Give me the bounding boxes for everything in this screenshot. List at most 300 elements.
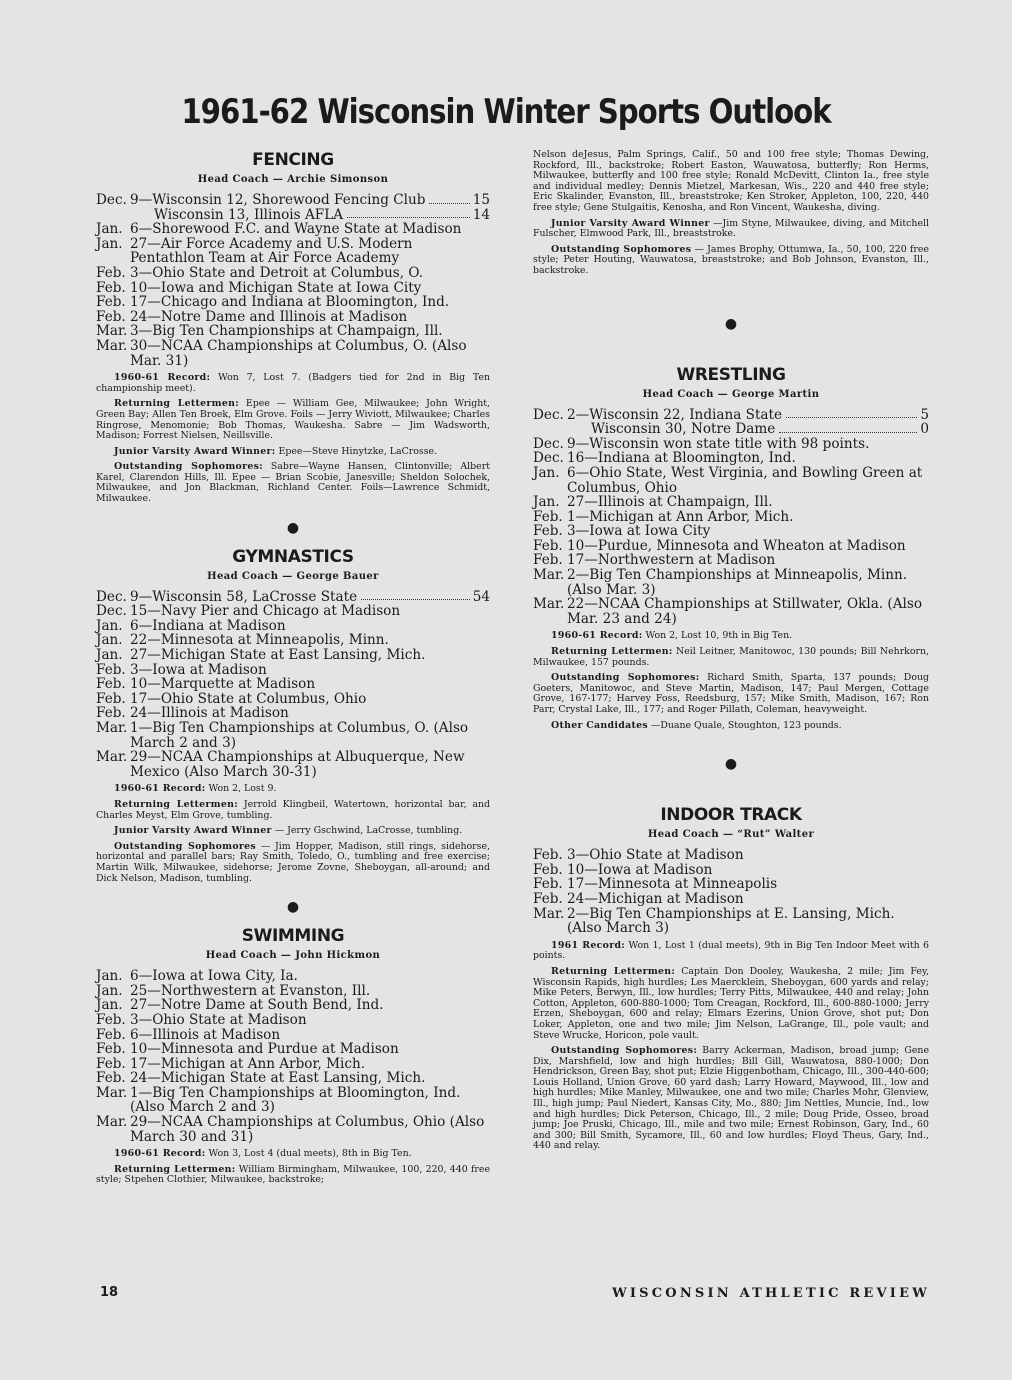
opponent-score: 5 (920, 406, 929, 423)
indoor-track-section (533, 805, 929, 1152)
event-text: 3—Iowa at Madison (130, 661, 267, 678)
schedule-month: Feb. (96, 1041, 126, 1058)
head-coach: Head Coach — John Hickmon (205, 950, 381, 962)
schedule-row (96, 310, 490, 325)
note-paragraph (96, 447, 490, 458)
schedule-month: Dec. (96, 588, 127, 605)
note-label: Other Candidates (551, 719, 648, 731)
schedule-month: Dec. (96, 603, 127, 620)
schedule-month: Feb. (96, 676, 126, 693)
event-text: 10—Marquette at Madison (130, 676, 316, 693)
note-paragraph (533, 647, 929, 668)
schedule (96, 590, 490, 780)
note-label: Outstanding Sophomores (114, 840, 257, 852)
note-label: Returning Lettermen: (114, 398, 240, 410)
schedule-month: Feb. (96, 264, 126, 281)
event-text: 15—Navy Pier and Chicago at Madison (130, 603, 401, 620)
schedule-row (533, 408, 929, 423)
event-text: 25—Northwestern at Evanston, Ill. (130, 982, 371, 999)
note-text: — James Brophy, Ottumwa, Ia., 50, 100, 220 free style; Peter Houting, Wauwatosa, breaststroke; and Bob Johnson, Evanston, Ill., backstroke. (533, 243, 929, 276)
note-paragraph (96, 826, 490, 837)
note-label: Returning Lettermen: (551, 965, 676, 977)
schedule-month: Jan. (96, 235, 123, 252)
schedule-event (130, 281, 490, 296)
note-paragraph (96, 462, 490, 504)
note-text: Won 2, Lost 9. (208, 783, 277, 795)
schedule-event (130, 969, 490, 984)
opponent-score: 54 (472, 588, 490, 605)
note-paragraph (533, 941, 929, 962)
schedule-month: Mar. (96, 1084, 128, 1101)
schedule-row (96, 604, 490, 619)
event-text: 3—Big Ten Championships at Champaign, Ill. (130, 323, 443, 340)
schedule-event (567, 907, 929, 936)
schedule-month: Mar. (533, 905, 565, 922)
event-text: 24—Notre Dame and Illinois at Madison (130, 308, 408, 325)
schedule-event (567, 597, 929, 626)
opponent-score: 15 (472, 192, 490, 208)
schedule-month: Jan. (96, 968, 123, 985)
schedule-row (96, 295, 490, 310)
schedule-event (567, 524, 929, 539)
schedule-event (130, 721, 490, 750)
note-label: Outstanding Sophomores: (551, 1045, 698, 1057)
schedule-month: Jan. (96, 632, 123, 649)
schedule-row (533, 877, 929, 892)
event-text: 6—Ohio State, West Virginia, and Bowling Green at Columbus, Ohio (567, 464, 923, 496)
schedule-row (96, 1057, 490, 1072)
event-text: 1—Big Ten Championships at Columbus, O. (Also March 2 and 3) (130, 720, 469, 751)
event-text: 27—Illinois at Champaign, Ill. (567, 494, 773, 511)
schedule-month: Feb. (533, 890, 563, 907)
result-line (567, 408, 929, 423)
schedule-row (96, 266, 490, 281)
schedule-month: Mar. (96, 749, 128, 766)
schedule-row (96, 750, 490, 779)
section-notes (96, 1149, 490, 1186)
schedule-month: Feb. (533, 847, 563, 864)
note-label: 1960-61 Record: (114, 1148, 206, 1160)
result-text: 2—Wisconsin 22, Indiana State (567, 406, 783, 423)
schedule-month: Feb. (533, 552, 563, 569)
head-coach: Head Coach — George Martin (642, 388, 820, 400)
event-text: 17—Northwestern at Madison (567, 552, 776, 569)
event-text: 1—Michigan at Ann Arbor, Mich. (567, 508, 794, 525)
event-text: 3—Iowa at Iowa City (567, 523, 711, 540)
note-paragraph (533, 721, 929, 732)
note-text: —Duane Quale, Stoughton, 123 pounds. (650, 719, 842, 731)
schedule-month: Dec. (533, 450, 564, 467)
schedule-month: Feb. (96, 1070, 126, 1087)
schedule-month: Jan. (96, 617, 123, 634)
schedule-row (96, 1086, 490, 1115)
schedule-month: Feb. (96, 1011, 126, 1028)
event-text: 10—Iowa and Michigan State at Iowa City (130, 279, 422, 296)
head-coach: Head Coach — George Bauer (207, 570, 379, 582)
wrestling-section (533, 365, 929, 732)
event-text: 24—Michigan State at East Lansing, Mich. (130, 1070, 426, 1087)
schedule-event (567, 848, 929, 863)
note-label: Outstanding Sophomores (551, 243, 692, 255)
schedule-event (130, 1042, 490, 1057)
note-paragraph (96, 399, 490, 441)
schedule-event (130, 266, 490, 281)
note-paragraph (96, 1149, 490, 1160)
schedule-month: Feb. (96, 705, 126, 722)
schedule-row (96, 1115, 490, 1144)
schedule-event (130, 706, 490, 721)
schedule-month: Feb. (533, 876, 563, 893)
schedule-row (96, 324, 490, 339)
schedule-month: Jan. (533, 464, 560, 481)
result-text: Wisconsin 30, Notre Dame (591, 421, 776, 438)
note-label: Returning Lettermen: (114, 798, 239, 810)
page-number: 18 (100, 1285, 119, 1300)
event-text: 22—Minnesota at Minneapolis, Minn. (130, 632, 389, 649)
section-notes (96, 784, 490, 884)
event-text: 9—Wisconsin won state title with 98 points. (567, 435, 870, 452)
note-paragraph (96, 784, 490, 795)
schedule-row (96, 1028, 490, 1043)
page-title: 1961-62 Wisconsin Winter Sports Outlook (181, 92, 831, 132)
schedule-row (96, 1013, 490, 1028)
event-text: 29—NCAA Championships at Columbus, Ohio (Also March 30 and 31) (130, 1114, 485, 1145)
event-text: 6—Indiana at Madison (130, 617, 286, 634)
schedule-row (96, 222, 490, 237)
schedule-month: Jan. (96, 221, 123, 238)
note-label: 1960-61 Record: (114, 372, 211, 384)
event-text: 6—Iowa at Iowa City, Ia. (130, 968, 298, 985)
schedule-event (130, 604, 490, 619)
left-column (96, 150, 490, 1186)
event-text: 22—NCAA Championships at Stillwater, Okla. (Also Mar. 23 and 24) (567, 596, 923, 627)
schedule-event (130, 984, 490, 999)
schedule-row (96, 998, 490, 1013)
opponent-score: 14 (472, 206, 490, 223)
gymnastics-section (96, 547, 490, 884)
schedule-event (130, 648, 490, 663)
swimming-continued (533, 150, 929, 277)
event-text: 6—Illinois at Madison (130, 1026, 281, 1043)
schedule-month: Feb. (533, 508, 563, 525)
result-line (591, 422, 929, 437)
note-label: Returning Lettermen: (114, 1163, 236, 1175)
result-line (130, 193, 490, 208)
schedule-event (130, 295, 490, 310)
publication-name: WISCONSIN ATHLETIC REVIEW (612, 1286, 930, 1301)
schedule-row (96, 1042, 490, 1057)
schedule-row (533, 568, 929, 597)
note-label: Junior Varsity Award Winner (114, 825, 272, 837)
event-text: 27—Notre Dame at South Bend, Ind. (130, 997, 384, 1014)
schedule-event (567, 437, 929, 452)
schedule-month: Dec. (533, 435, 564, 452)
schedule-month: Mar. (96, 337, 128, 354)
schedule-event (567, 863, 929, 878)
note-label: 1960-61 Record: (551, 630, 643, 642)
event-text: 17—Michigan at Ann Arbor, Mich. (130, 1055, 366, 1072)
swimming-lettermen-continued: Nelson deJesus, Palm Springs, Calif., 50 and 100 free style; Thomas Dewing, Rockford, Ill., backstroke; Robert Easton, Wauwatosa, butterfly; Ron Herms, Milwaukee, butterfly and 100 free style; Ronald McDevitt, Clinton Ia., free style and individual medley; Dennis Mietzel, Markesan, Wis., 220 and 440 free style; Eric Skalinder, Evanston, Ill., breaststroke; Ken Stroker, Appleton, 100, 220, 440 free style; Gene Stulgaitis, Kenosha, and Ron Vincent, Waukesha, diving. (533, 149, 929, 213)
note-text: Richard Smith, Sparta, 137 pounds; Doug Goeters, Manitowoc, and Steve Martin, Madison, 147; Paul Mergen, Cottage Grove, 167-177; Harvey Foss, Reedsburg, 157; Mike Smith, Madison, 167; Ron Parr, Crystal Lake, Ill., 177; and Roger Pillath, Coleman, heavyweight. (533, 672, 929, 715)
schedule-event (130, 750, 490, 779)
schedule-event (130, 998, 490, 1013)
note-label: 1961 Record: (551, 939, 626, 951)
note-text: Won 3, Lost 4 (dual meets), 8th in Big Ten. (208, 1148, 412, 1160)
leader-dots (786, 408, 917, 419)
event-text: 30—NCAA Championships at Columbus, O. (Also Mar. 31) (130, 337, 467, 369)
leader-dots (347, 208, 470, 219)
note-text: Epee — William Gee, Milwaukee; John Wright, Green Bay; Allen Ten Broek, Elm Grove. Foils — Jerry Wiviott, Milwaukee; Charles Ringrose, Menomonie; Bob Thomas, Waukesha. Sabre — Jim Wadsworth, Madison; Forrest Nielsen, Neillsville. (96, 398, 490, 442)
section-notes (533, 941, 929, 1152)
note-label: 1960-61 Record: (114, 783, 206, 795)
note-paragraph (533, 245, 929, 277)
note-text: Neil Leitner, Manitowoc, 130 pounds; Bill Nehrkorn, Milwaukee, 157 pounds. (533, 646, 930, 668)
note-text: Jerrold Klingbeil, Watertown, horizontal bar, and Charles Meyst, Elm Grove, tumbling. (96, 798, 491, 821)
schedule-month: Feb. (96, 661, 126, 678)
schedule-month: Jan. (533, 494, 560, 511)
schedule-event (567, 510, 929, 525)
schedule-row (533, 539, 929, 554)
event-text: 10—Purdue, Minnesota and Wheaton at Madison (567, 537, 906, 554)
schedule-event (130, 692, 490, 707)
schedule-month: Feb. (533, 537, 563, 554)
result-text: Wisconsin 13, Illinois AFLA (154, 206, 344, 223)
schedule (533, 848, 929, 936)
note-text: Captain Don Dooley, Waukesha, 2 mile; Jim Fey, Wisconsin Rapids, high hurdles; Les Maercklein, Sheboygan, 600 yards and relay; Mike Peters, Berwyn, Ill., low hurdles; Terry Pitts, Milwaukee, 440 and relay; John Cotton, Appleton, 600-880-1000; Tom Creagan, Rockford, Ill., 600-880-1000; Jerry Erzen, Sheboygan, 600 and relay; Elmars Ezerins, Union Grove, shot put; Don Loker, Appleton, one and two mile; Jim Nelson, LaGrange, Ill., pole vault; and Steve Wrucke, Horicon, pole vault. (533, 965, 929, 1041)
event-text: 17—Ohio State at Columbus, Ohio (130, 690, 367, 707)
schedule-month: Jan. (96, 647, 123, 664)
result-line (154, 208, 490, 223)
schedule-event (130, 310, 490, 325)
schedule (533, 408, 929, 627)
event-text: 27—Michigan State at East Lansing, Mich. (130, 647, 426, 664)
result-text: 9—Wisconsin 58, LaCrosse State (130, 588, 358, 605)
note-paragraph (533, 219, 929, 240)
note-paragraph (96, 842, 490, 884)
note-text: Won 2, Lost 10, 9th in Big Ten. (645, 630, 793, 642)
note-text: Won 1, Lost 1 (dual meets), 9th in Big Ten Indoor Meet with 6 points. (533, 939, 929, 962)
schedule-event (567, 408, 929, 423)
schedule-event (130, 633, 490, 648)
schedule-month: Mar. (96, 1114, 128, 1131)
section-notes (96, 373, 490, 505)
note-paragraph (533, 1046, 929, 1152)
section-divider-bullet: ● (724, 756, 738, 773)
schedule-month: Jan. (96, 982, 123, 999)
schedule-month: Feb. (533, 861, 563, 878)
note-label: Junior Varsity Award Winner: (114, 445, 276, 457)
result-line (130, 590, 490, 605)
schedule-event (567, 877, 929, 892)
event-text: 3—Ohio State and Detroit at Columbus, O. (130, 264, 424, 281)
note-label: Outstanding Sophomores: (114, 461, 263, 473)
schedule-row (533, 510, 929, 525)
section-divider-bullet: ● (724, 315, 738, 332)
schedule-row (533, 907, 929, 936)
note-paragraph (533, 967, 929, 1041)
event-text: 2—Big Ten Championships at Minneapolis, Minn. (Also Mar. 3) (567, 567, 908, 598)
fencing-section (96, 150, 490, 505)
schedule-row (533, 892, 929, 907)
note-text: William Birmingham, Milwaukee, 100, 220, 440 free style; Stpehen Clothier, Milwaukee, backstroke; (96, 1163, 491, 1186)
event-text: 1—Big Ten Championships at Bloomington, Ind. (Also March 2 and 3) (130, 1084, 461, 1116)
schedule-event (130, 1115, 490, 1144)
event-text: 2—Big Ten Championships at E. Lansing, Mich. (Also March 3) (567, 905, 895, 937)
note-text: Barry Ackerman, Madison, broad jump; Gene Dix, Marshfield, low and high hurdles; Bill Gill, Wauwatosa, 880-1000; Don Hendrickson, Green Bay, shot put; Elzie Higgenbotham, Chicago, Ill., 300-440-600; Louis Holland, Union Grove, 60 yard dash; Larry Howard, Maywood, Ill., low and high hurdles; Mike Manley, Milwaukee, one and two mile; Charles Mohr, Glenview, Ill., high jump; Paul Niedert, Kansas City, Mo., 880; Jim Nettles, Muncie, Ind., low and high hurdles; Dick Peterson, Chicago, Ill., 2 mile; Doug Pride, Osseo, broad jump; Joe Pruski, Chicago, Ill., mile and two mile; Ernest Robinson, Gary, Ind., 60 and 300; Bill Smith, Sycamore, Ill., 60 and low hurdles; Floyd Theus, Gary, Ind., 440 and relay. (533, 1045, 929, 1152)
schedule-month: Feb. (533, 523, 563, 540)
note-paragraph (533, 631, 929, 642)
schedule-event (567, 451, 929, 466)
note-text: —Jim Styne, Milwaukee, diving, and Mitchell Fulscher, Elmwood Park, Ill., breaststroke. (533, 217, 930, 240)
leader-dots (361, 590, 470, 601)
schedule-row (533, 495, 929, 510)
event-text: 6—Shorewood F.C. and Wayne State at Madison (130, 221, 462, 238)
schedule-row (96, 1071, 490, 1086)
schedule-month: Feb. (96, 1026, 126, 1043)
leader-dots (779, 422, 917, 433)
schedule-event (567, 892, 929, 907)
note-paragraph (533, 673, 929, 715)
note-label: Returning Lettermen: (551, 646, 673, 658)
schedule-row (96, 969, 490, 984)
event-text: 24—Michigan at Madison (567, 890, 744, 907)
swimming-continued-notes (533, 219, 929, 277)
schedule-event (130, 590, 490, 605)
schedule-month: Dec. (96, 192, 127, 208)
note-text: — Jerry Gschwind, LaCrosse, tumbling. (274, 825, 463, 837)
schedule-event (567, 466, 929, 495)
schedule-event (130, 1013, 490, 1028)
schedule-row (533, 437, 929, 452)
event-text: 29—NCAA Championships at Albuquerque, New Mexico (Also March 30-31) (130, 749, 465, 780)
section-title: WRESTLING (676, 364, 786, 385)
note-text: Sabre—Wayne Hansen, Clintonville; Albert Karel, Clarendon Hills, Ill. Epee — Brian Scobie, Janesville; Sheldon Solochek, Milwaukee, and Jon Blackman, Richland Center. Foils—Lawrence Schmidt, Milwaukee. (96, 461, 490, 505)
schedule-month: Feb. (96, 308, 126, 325)
schedule-month: Feb. (96, 279, 126, 296)
schedule-month: Feb. (96, 1055, 126, 1072)
schedule-row (533, 553, 929, 568)
head-coach: Head Coach — “Rut” Walter (647, 829, 815, 841)
note-paragraph (96, 373, 490, 394)
schedule-event (130, 1057, 490, 1072)
schedule-event (567, 539, 929, 554)
schedule-event (567, 422, 929, 437)
opponent-score: 0 (920, 421, 929, 438)
section-title: GYMNASTICS (232, 546, 354, 567)
schedule-month: Mar. (96, 720, 128, 736)
event-text: 16—Indiana at Bloomington, Ind. (567, 450, 796, 467)
schedule-event (567, 553, 929, 568)
section-title: INDOOR TRACK (660, 805, 802, 826)
note-paragraph (96, 1165, 490, 1186)
section-title: FENCING (252, 150, 334, 170)
event-text: 17—Chicago and Indiana at Bloomington, Ind. (130, 294, 450, 311)
schedule-row (96, 619, 490, 634)
schedule-event (130, 1028, 490, 1043)
schedule (96, 193, 490, 368)
schedule-event (130, 222, 490, 237)
schedule-row (96, 663, 490, 678)
schedule-event (567, 568, 929, 597)
schedule (96, 969, 490, 1144)
event-text: 24—Illinois at Madison (130, 705, 289, 722)
schedule-month: Feb. (96, 690, 126, 707)
schedule-row (96, 590, 490, 605)
schedule-month: Mar. (533, 567, 565, 584)
schedule-row (96, 193, 490, 208)
schedule-row (96, 721, 490, 750)
schedule-month: Dec. (533, 406, 564, 423)
schedule-event (130, 324, 490, 339)
schedule-event (130, 663, 490, 678)
right-column (533, 150, 929, 1152)
head-coach: Head Coach — Archie Simonson (197, 174, 389, 185)
schedule-event (130, 208, 490, 223)
event-text: 3—Ohio State at Madison (567, 847, 744, 864)
section-notes (533, 631, 929, 731)
swimming-section (96, 926, 490, 1186)
schedule-month: Mar. (533, 596, 565, 613)
schedule-month: Feb. (96, 294, 126, 311)
schedule-row (96, 648, 490, 663)
schedule-row (533, 863, 929, 878)
schedule-row (96, 281, 490, 296)
schedule-row (96, 984, 490, 999)
note-text: — Jim Hopper, Madison, still rings, sidehorse, horizontal and parallel bars; Ray Smith, Toledo, O., tumbling and free exercise; Martin Wilk, Milwaukee, sidehorse; Jerome Zovne, Sheboygan, all-around; and Dick Nelson, Madison, tumbling. (96, 840, 491, 884)
schedule-row (96, 633, 490, 648)
schedule-row (96, 208, 490, 223)
schedule-row (533, 524, 929, 539)
schedule-event (130, 1071, 490, 1086)
schedule-row (533, 466, 929, 495)
event-text: 10—Minnesota and Purdue at Madison (130, 1041, 399, 1058)
schedule-row (96, 692, 490, 707)
schedule-event (130, 193, 490, 208)
schedule-month (533, 422, 567, 437)
schedule-row (96, 677, 490, 692)
schedule-event (130, 1086, 490, 1115)
note-label: Outstanding Sophomores: (551, 672, 700, 684)
schedule-row (533, 848, 929, 863)
schedule-month: Mar. (96, 323, 128, 340)
schedule-row (96, 706, 490, 721)
schedule-row (533, 422, 929, 437)
section-title: SWIMMING (241, 926, 345, 947)
result-text: 9—Wisconsin 12, Shorewood Fencing Club (130, 192, 426, 208)
schedule-row (533, 451, 929, 466)
leader-dots (429, 193, 469, 204)
event-text: 10—Iowa at Madison (567, 861, 713, 878)
schedule-row (96, 237, 490, 266)
schedule-row (96, 339, 490, 368)
schedule-month: Jan. (96, 997, 123, 1014)
note-text: Won 7, Lost 7. (Badgers tied for 2nd in Big Ten championship meet). (96, 372, 491, 394)
event-text: 27—Air Force Academy and U.S. Modern Pentathlon Team at Air Force Academy (130, 235, 413, 267)
schedule-event (567, 495, 929, 510)
note-text: Epee—Steve Hinytzke, LaCrosse. (278, 445, 438, 457)
schedule-event (130, 677, 490, 692)
note-label: Junior Varsity Award Winner (551, 217, 710, 229)
schedule-event (130, 237, 490, 266)
schedule-month (96, 208, 130, 223)
note-paragraph (96, 800, 490, 821)
event-text: 17—Minnesota at Minneapolis (567, 876, 778, 893)
schedule-row (533, 597, 929, 626)
schedule-event (130, 339, 490, 368)
section-divider-bullet: ● (286, 899, 300, 916)
section-divider-bullet: ● (286, 519, 300, 536)
schedule-event (130, 619, 490, 634)
